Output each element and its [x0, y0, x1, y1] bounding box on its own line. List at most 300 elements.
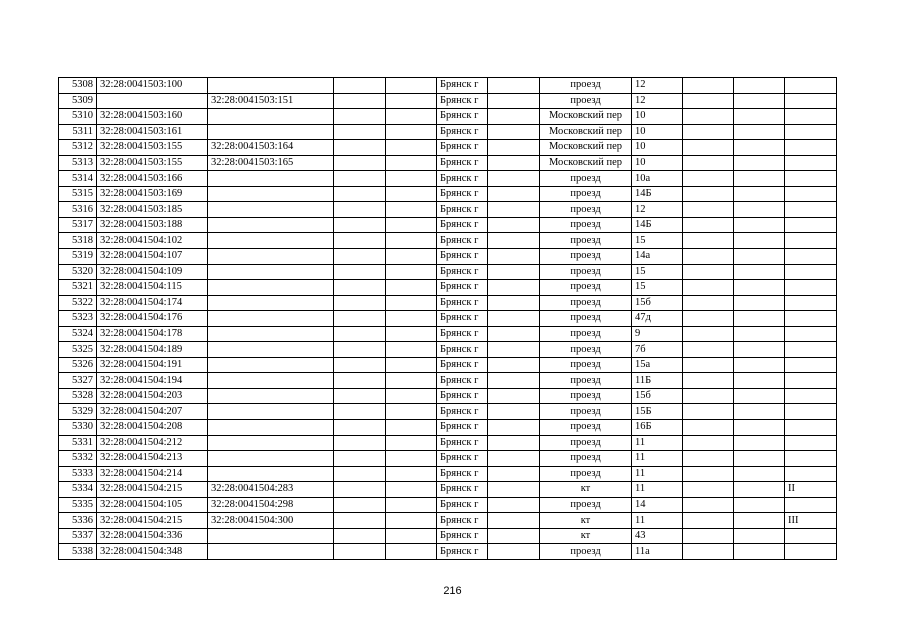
empty-cell: [734, 388, 785, 404]
empty-cell: [683, 497, 734, 513]
house-number-cell: 9: [632, 326, 683, 342]
roman-number-cell: [785, 404, 837, 420]
house-number-cell: 47д: [632, 311, 683, 327]
empty-cell: [683, 388, 734, 404]
empty-cell: [683, 155, 734, 171]
empty-cell: [334, 202, 386, 218]
empty-cell: [386, 217, 437, 233]
empty-cell: [488, 513, 540, 529]
empty-cell: [683, 342, 734, 358]
row-number-cell: 5313: [59, 155, 97, 171]
city-cell: Брянск г: [437, 93, 488, 109]
empty-cell: [734, 280, 785, 296]
street-cell: проезд: [540, 233, 632, 249]
street-cell: кт: [540, 513, 632, 529]
street-cell: проезд: [540, 404, 632, 420]
city-cell: Брянск г: [437, 373, 488, 389]
empty-cell: [488, 451, 540, 467]
related-cadastral-number-cell: [208, 280, 334, 296]
empty-cell: [334, 78, 386, 94]
street-cell: проезд: [540, 93, 632, 109]
empty-cell: [683, 482, 734, 498]
empty-cell: [683, 186, 734, 202]
empty-cell: [683, 140, 734, 156]
empty-cell: [488, 171, 540, 187]
city-cell: Брянск г: [437, 109, 488, 125]
cadastral-number-cell: 32:28:0041504:215: [97, 482, 208, 498]
empty-cell: [386, 186, 437, 202]
empty-cell: [734, 171, 785, 187]
city-cell: Брянск г: [437, 155, 488, 171]
city-cell: Брянск г: [437, 140, 488, 156]
empty-cell: [683, 544, 734, 560]
empty-cell: [488, 528, 540, 544]
city-cell: Брянск г: [437, 78, 488, 94]
empty-cell: [488, 78, 540, 94]
city-cell: Брянск г: [437, 249, 488, 265]
street-cell: проезд: [540, 451, 632, 467]
empty-cell: [683, 109, 734, 125]
table-row: [59, 373, 837, 389]
roman-number-cell: [785, 217, 837, 233]
empty-cell: [734, 311, 785, 327]
street-cell: Московский пер: [540, 155, 632, 171]
row-number-cell: 5309: [59, 93, 97, 109]
empty-cell: [334, 155, 386, 171]
empty-cell: [334, 217, 386, 233]
related-cadastral-number-cell: [208, 435, 334, 451]
roman-number-cell: II: [785, 482, 837, 498]
cadastral-number-cell: 32:28:0041504:336: [97, 528, 208, 544]
house-number-cell: 14Б: [632, 217, 683, 233]
row-number-cell: 5311: [59, 124, 97, 140]
empty-cell: [683, 124, 734, 140]
empty-cell: [488, 155, 540, 171]
empty-cell: [386, 513, 437, 529]
empty-cell: [734, 140, 785, 156]
empty-cell: [734, 357, 785, 373]
table-body: [59, 78, 837, 560]
related-cadastral-number-cell: [208, 326, 334, 342]
roman-number-cell: [785, 233, 837, 249]
empty-cell: [734, 93, 785, 109]
row-number-cell: 5317: [59, 217, 97, 233]
table-row: [59, 280, 837, 296]
roman-number-cell: [785, 388, 837, 404]
house-number-cell: 15: [632, 280, 683, 296]
related-cadastral-number-cell: [208, 466, 334, 482]
house-number-cell: 16Б: [632, 420, 683, 436]
cadastral-number-cell: 32:28:0041503:160: [97, 109, 208, 125]
cadastral-number-cell: 32:28:0041504:107: [97, 249, 208, 265]
city-cell: Брянск г: [437, 311, 488, 327]
empty-cell: [386, 357, 437, 373]
cadastral-number-cell: 32:28:0041504:105: [97, 497, 208, 513]
related-cadastral-number-cell: 32:28:0041504:298: [208, 497, 334, 513]
roman-number-cell: [785, 544, 837, 560]
table-row: [59, 482, 837, 498]
empty-cell: [488, 435, 540, 451]
city-cell: Брянск г: [437, 420, 488, 436]
empty-cell: [488, 466, 540, 482]
empty-cell: [386, 435, 437, 451]
empty-cell: [386, 264, 437, 280]
empty-cell: [734, 326, 785, 342]
empty-cell: [386, 311, 437, 327]
street-cell: кт: [540, 482, 632, 498]
city-cell: Брянск г: [437, 295, 488, 311]
related-cadastral-number-cell: [208, 233, 334, 249]
empty-cell: [386, 140, 437, 156]
house-number-cell: 15: [632, 233, 683, 249]
empty-cell: [334, 482, 386, 498]
roman-number-cell: [785, 311, 837, 327]
empty-cell: [734, 482, 785, 498]
city-cell: Брянск г: [437, 171, 488, 187]
row-number-cell: 5331: [59, 435, 97, 451]
empty-cell: [334, 326, 386, 342]
table-row: [59, 186, 837, 202]
cadastral-number-cell: 32:28:0041503:169: [97, 186, 208, 202]
street-cell: проезд: [540, 171, 632, 187]
house-number-cell: 43: [632, 528, 683, 544]
cadastral-number-cell: 32:28:0041504:189: [97, 342, 208, 358]
related-cadastral-number-cell: [208, 171, 334, 187]
empty-cell: [488, 497, 540, 513]
city-cell: Брянск г: [437, 280, 488, 296]
table-row: [59, 155, 837, 171]
roman-number-cell: [785, 249, 837, 265]
empty-cell: [488, 202, 540, 218]
empty-cell: [734, 451, 785, 467]
empty-cell: [683, 420, 734, 436]
city-cell: Брянск г: [437, 466, 488, 482]
cadastral-number-cell: 32:28:0041504:174: [97, 295, 208, 311]
empty-cell: [734, 233, 785, 249]
related-cadastral-number-cell: 32:28:0041504:283: [208, 482, 334, 498]
table-row: [59, 109, 837, 125]
empty-cell: [683, 435, 734, 451]
row-number-cell: 5315: [59, 186, 97, 202]
cadastral-number-cell: 32:28:0041504:208: [97, 420, 208, 436]
empty-cell: [734, 109, 785, 125]
row-number-cell: 5316: [59, 202, 97, 218]
city-cell: Брянск г: [437, 342, 488, 358]
empty-cell: [488, 388, 540, 404]
city-cell: Брянск г: [437, 233, 488, 249]
house-number-cell: 14Б: [632, 186, 683, 202]
empty-cell: [386, 497, 437, 513]
cadastral-number-cell: 32:28:0041504:207: [97, 404, 208, 420]
cadastral-number-cell: 32:28:0041504:191: [97, 357, 208, 373]
street-cell: проезд: [540, 357, 632, 373]
empty-cell: [488, 342, 540, 358]
empty-cell: [334, 186, 386, 202]
empty-cell: [334, 342, 386, 358]
house-number-cell: 15: [632, 264, 683, 280]
row-number-cell: 5332: [59, 451, 97, 467]
house-number-cell: 15б: [632, 388, 683, 404]
table-row: [59, 124, 837, 140]
roman-number-cell: [785, 357, 837, 373]
related-cadastral-number-cell: 32:28:0041503:165: [208, 155, 334, 171]
empty-cell: [334, 249, 386, 265]
street-cell: проезд: [540, 202, 632, 218]
empty-cell: [488, 544, 540, 560]
related-cadastral-number-cell: [208, 420, 334, 436]
empty-cell: [386, 482, 437, 498]
city-cell: Брянск г: [437, 513, 488, 529]
empty-cell: [334, 233, 386, 249]
row-number-cell: 5326: [59, 357, 97, 373]
related-cadastral-number-cell: [208, 264, 334, 280]
empty-cell: [683, 233, 734, 249]
empty-cell: [734, 264, 785, 280]
empty-cell: [386, 202, 437, 218]
empty-cell: [734, 466, 785, 482]
related-cadastral-number-cell: [208, 109, 334, 125]
related-cadastral-number-cell: 32:28:0041503:164: [208, 140, 334, 156]
city-cell: Брянск г: [437, 186, 488, 202]
house-number-cell: 10: [632, 140, 683, 156]
roman-number-cell: [785, 342, 837, 358]
street-cell: проезд: [540, 466, 632, 482]
street-cell: Московский пер: [540, 140, 632, 156]
empty-cell: [734, 217, 785, 233]
city-cell: Брянск г: [437, 497, 488, 513]
house-number-cell: 11: [632, 513, 683, 529]
related-cadastral-number-cell: [208, 124, 334, 140]
empty-cell: [386, 233, 437, 249]
city-cell: Брянск г: [437, 528, 488, 544]
empty-cell: [334, 264, 386, 280]
house-number-cell: 15а: [632, 357, 683, 373]
house-number-cell: 15б: [632, 295, 683, 311]
roman-number-cell: [785, 373, 837, 389]
row-number-cell: 5337: [59, 528, 97, 544]
house-number-cell: 7б: [632, 342, 683, 358]
empty-cell: [386, 155, 437, 171]
empty-cell: [334, 373, 386, 389]
row-number-cell: 5323: [59, 311, 97, 327]
street-cell: кт: [540, 528, 632, 544]
empty-cell: [734, 186, 785, 202]
house-number-cell: 11Б: [632, 373, 683, 389]
city-cell: Брянск г: [437, 482, 488, 498]
related-cadastral-number-cell: [208, 528, 334, 544]
empty-cell: [386, 420, 437, 436]
cadastral-number-cell: 32:28:0041504:348: [97, 544, 208, 560]
house-number-cell: 11: [632, 451, 683, 467]
empty-cell: [386, 528, 437, 544]
city-cell: Брянск г: [437, 451, 488, 467]
row-number-cell: 5330: [59, 420, 97, 436]
empty-cell: [334, 280, 386, 296]
table-row: [59, 435, 837, 451]
table-row: [59, 93, 837, 109]
row-number-cell: 5322: [59, 295, 97, 311]
roman-number-cell: [785, 435, 837, 451]
cadastral-number-cell: 32:28:0041503:161: [97, 124, 208, 140]
empty-cell: [334, 295, 386, 311]
empty-cell: [488, 109, 540, 125]
row-number-cell: 5321: [59, 280, 97, 296]
empty-cell: [488, 280, 540, 296]
empty-cell: [334, 513, 386, 529]
empty-cell: [734, 420, 785, 436]
street-cell: проезд: [540, 544, 632, 560]
empty-cell: [488, 373, 540, 389]
empty-cell: [488, 482, 540, 498]
related-cadastral-number-cell: [208, 249, 334, 265]
empty-cell: [488, 295, 540, 311]
related-cadastral-number-cell: [208, 78, 334, 94]
roman-number-cell: III: [785, 513, 837, 529]
city-cell: Брянск г: [437, 326, 488, 342]
house-number-cell: 12: [632, 202, 683, 218]
roman-number-cell: [785, 78, 837, 94]
cadastral-number-cell: 32:28:0041504:109: [97, 264, 208, 280]
roman-number-cell: [785, 295, 837, 311]
empty-cell: [334, 140, 386, 156]
cadastral-number-cell: 32:28:0041503:100: [97, 78, 208, 94]
cadastral-number-cell: [97, 93, 208, 109]
street-cell: проезд: [540, 311, 632, 327]
empty-cell: [734, 513, 785, 529]
empty-cell: [734, 249, 785, 265]
empty-cell: [334, 466, 386, 482]
house-number-cell: 12: [632, 78, 683, 94]
city-cell: Брянск г: [437, 404, 488, 420]
empty-cell: [683, 93, 734, 109]
empty-cell: [488, 233, 540, 249]
empty-cell: [488, 264, 540, 280]
cadastral-number-cell: 32:28:0041503:185: [97, 202, 208, 218]
cadastral-number-cell: 32:28:0041504:178: [97, 326, 208, 342]
street-cell: проезд: [540, 388, 632, 404]
cadastral-number-cell: 32:28:0041504:115: [97, 280, 208, 296]
street-cell: Московский пер: [540, 109, 632, 125]
empty-cell: [734, 497, 785, 513]
table-row: [59, 78, 837, 94]
cadastral-number-cell: 32:28:0041504:203: [97, 388, 208, 404]
city-cell: Брянск г: [437, 544, 488, 560]
empty-cell: [683, 404, 734, 420]
row-number-cell: 5338: [59, 544, 97, 560]
empty-cell: [334, 388, 386, 404]
empty-cell: [488, 93, 540, 109]
empty-cell: [683, 217, 734, 233]
empty-cell: [683, 311, 734, 327]
empty-cell: [734, 544, 785, 560]
empty-cell: [334, 544, 386, 560]
roman-number-cell: [785, 140, 837, 156]
roman-number-cell: [785, 124, 837, 140]
empty-cell: [734, 404, 785, 420]
empty-cell: [334, 497, 386, 513]
roman-number-cell: [785, 171, 837, 187]
row-number-cell: 5308: [59, 78, 97, 94]
empty-cell: [334, 93, 386, 109]
house-number-cell: 12: [632, 93, 683, 109]
street-cell: проезд: [540, 78, 632, 94]
empty-cell: [386, 93, 437, 109]
city-cell: Брянск г: [437, 357, 488, 373]
table-row: [59, 217, 837, 233]
empty-cell: [734, 124, 785, 140]
empty-cell: [683, 295, 734, 311]
row-number-cell: 5318: [59, 233, 97, 249]
roman-number-cell: [785, 109, 837, 125]
related-cadastral-number-cell: [208, 404, 334, 420]
table-row: [59, 171, 837, 187]
empty-cell: [683, 202, 734, 218]
roman-number-cell: [785, 326, 837, 342]
street-cell: проезд: [540, 373, 632, 389]
row-number-cell: 5320: [59, 264, 97, 280]
related-cadastral-number-cell: [208, 373, 334, 389]
empty-cell: [334, 404, 386, 420]
street-cell: проезд: [540, 420, 632, 436]
roman-number-cell: [785, 264, 837, 280]
related-cadastral-number-cell: [208, 388, 334, 404]
row-number-cell: 5335: [59, 497, 97, 513]
street-cell: проезд: [540, 249, 632, 265]
street-cell: проезд: [540, 497, 632, 513]
table-row: [59, 528, 837, 544]
street-cell: проезд: [540, 264, 632, 280]
roman-number-cell: [785, 186, 837, 202]
empty-cell: [386, 249, 437, 265]
empty-cell: [334, 357, 386, 373]
empty-cell: [683, 466, 734, 482]
empty-cell: [683, 249, 734, 265]
related-cadastral-number-cell: 32:28:0041503:151: [208, 93, 334, 109]
empty-cell: [334, 451, 386, 467]
empty-cell: [683, 78, 734, 94]
table-row: [59, 420, 837, 436]
empty-cell: [386, 466, 437, 482]
empty-cell: [386, 280, 437, 296]
empty-cell: [683, 373, 734, 389]
related-cadastral-number-cell: [208, 202, 334, 218]
cadastral-number-cell: 32:28:0041504:176: [97, 311, 208, 327]
empty-cell: [334, 109, 386, 125]
related-cadastral-number-cell: [208, 186, 334, 202]
row-number-cell: 5333: [59, 466, 97, 482]
house-number-cell: 10: [632, 109, 683, 125]
empty-cell: [488, 140, 540, 156]
row-number-cell: 5319: [59, 249, 97, 265]
empty-cell: [734, 342, 785, 358]
page-number: 216: [443, 585, 462, 597]
cadastral-number-cell: 32:28:0041504:214: [97, 466, 208, 482]
empty-cell: [334, 528, 386, 544]
roman-number-cell: [785, 451, 837, 467]
cadastral-number-cell: 32:28:0041503:188: [97, 217, 208, 233]
empty-cell: [488, 124, 540, 140]
empty-cell: [734, 435, 785, 451]
cadastral-number-cell: 32:28:0041504:213: [97, 451, 208, 467]
empty-cell: [386, 78, 437, 94]
house-number-cell: 14: [632, 497, 683, 513]
data-table: [58, 77, 837, 560]
row-number-cell: 5310: [59, 109, 97, 125]
related-cadastral-number-cell: [208, 217, 334, 233]
cadastral-number-cell: 32:28:0041503:166: [97, 171, 208, 187]
row-number-cell: 5334: [59, 482, 97, 498]
empty-cell: [334, 311, 386, 327]
